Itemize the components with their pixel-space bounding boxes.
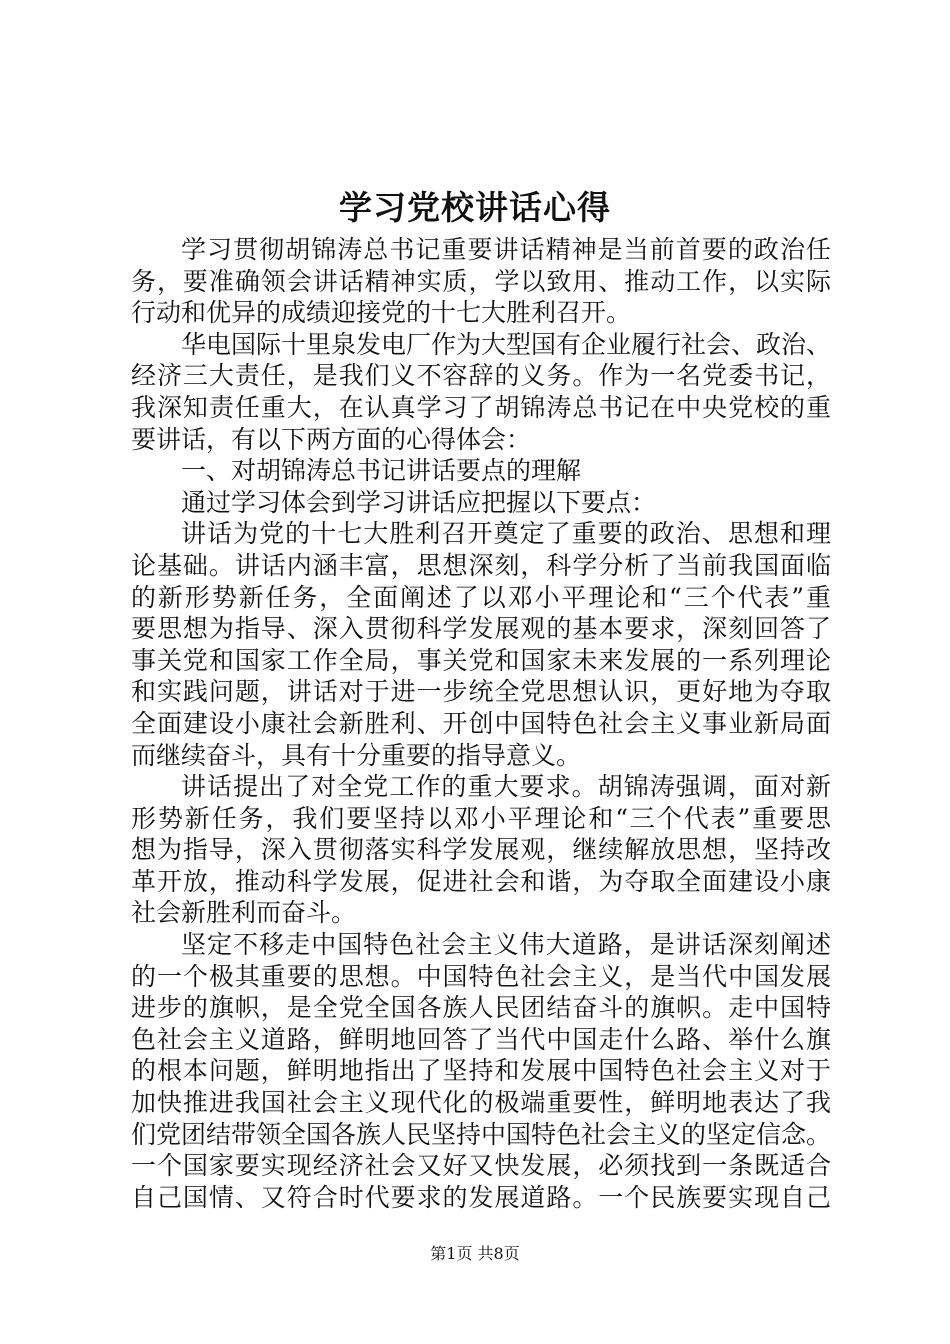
text-line: 一个国家要实现经济社会又好又快发展，必须找到一条既适合 bbox=[131, 1151, 831, 1181]
text-line: 华电国际十里泉发电厂作为大型国有企业履行社会、政治、 bbox=[181, 329, 832, 359]
document-title: 学习党校讲话心得 bbox=[339, 188, 611, 227]
document-body bbox=[131, 234, 831, 1213]
text-line: 论基础。讲话内涵丰富，思想深刻，科学分析了当前我国面临 bbox=[131, 550, 831, 580]
text-line: 进步的旗帜，是全党全国各族人民团结奋斗的旗帜。走中国特 bbox=[131, 993, 831, 1023]
text-line: 一、对胡锦涛总书记讲话要点的理解 bbox=[181, 456, 582, 486]
text-line: 事关党和国家工作全局，事关党和国家未来发展的一系列理论 bbox=[131, 645, 831, 675]
text-line: 的根本问题，鲜明地指出了坚持和发展中国特色社会主义对于 bbox=[131, 1056, 831, 1086]
text-line: 想为指导，深入贯彻落实科学发展观，继续解放思想，坚持改 bbox=[131, 835, 831, 865]
text-line: 加快推进我国社会主义现代化的极端重要性，鲜明地表达了我 bbox=[131, 1088, 831, 1118]
text-line: 坚定不移走中国特色社会主义伟大道路，是讲话深刻阐述 bbox=[181, 930, 831, 960]
text-line: 社会新胜利而奋斗。 bbox=[131, 898, 357, 928]
text-line: 讲话为党的十七大胜利召开奠定了重要的政治、思想和理 bbox=[181, 519, 831, 549]
text-line: 的一个极其重要的思想。中国特色社会主义，是当代中国发展 bbox=[131, 961, 831, 991]
text-line: 们党团结带领全国各族人民坚持中国特色社会主义的坚定信念。 bbox=[131, 1119, 832, 1149]
text-line: 行动和优异的成绩迎接党的十七大胜利召开。 bbox=[131, 298, 632, 328]
text-line: 经济三大责任，是我们义不容辞的义务。作为一名党委书记， bbox=[131, 361, 831, 391]
text-line: 要思想为指导、深入贯彻科学发展观的基本要求，深刻回答了 bbox=[131, 614, 831, 644]
text-line: 和实践问题，讲话对于进一步统全党思想认识，更好地为夺取 bbox=[131, 677, 831, 707]
text-line: 形势新任务，我们要坚持以邓小平理论和“三个代表”重要思 bbox=[131, 803, 831, 833]
text-line: 自己国情、又符合时代要求的发展道路。一个民族要实现自己 bbox=[131, 1182, 831, 1212]
text-line: 革开放，推动科学发展，促进社会和谐，为夺取全面建设小康 bbox=[131, 866, 831, 896]
text-line: 要讲话，有以下两方面的心得体会： bbox=[131, 424, 532, 454]
text-line: 的新形势新任务，全面阐述了以邓小平理论和“三个代表”重 bbox=[131, 582, 831, 612]
text-line: 色社会主义道路，鲜明地回答了当代中国走什么路、举什么旗 bbox=[131, 1024, 831, 1054]
text-line: 学习贯彻胡锦涛总书记重要讲话精神是当前首要的政治任 bbox=[181, 235, 831, 264]
page-footer: 第1页 共8页 bbox=[430, 1244, 520, 1263]
text-line: 务，要准确领会讲话精神实质，学以致用、推动工作，以实际 bbox=[131, 266, 831, 296]
text-line: 而继续奋斗，具有十分重要的指导意义。 bbox=[131, 740, 582, 770]
text-line: 全面建设小康社会新胜利、开创中国特色社会主义事业新局面 bbox=[131, 708, 831, 738]
text-line: 我深知责任重大，在认真学习了胡锦涛总书记在中央党校的重 bbox=[131, 392, 831, 422]
text-line: 讲话提出了对全党工作的重大要求。胡锦涛强调，面对新 bbox=[181, 772, 831, 802]
text-line: 通过学习体会到学习讲话应把握以下要点： bbox=[181, 487, 657, 517]
